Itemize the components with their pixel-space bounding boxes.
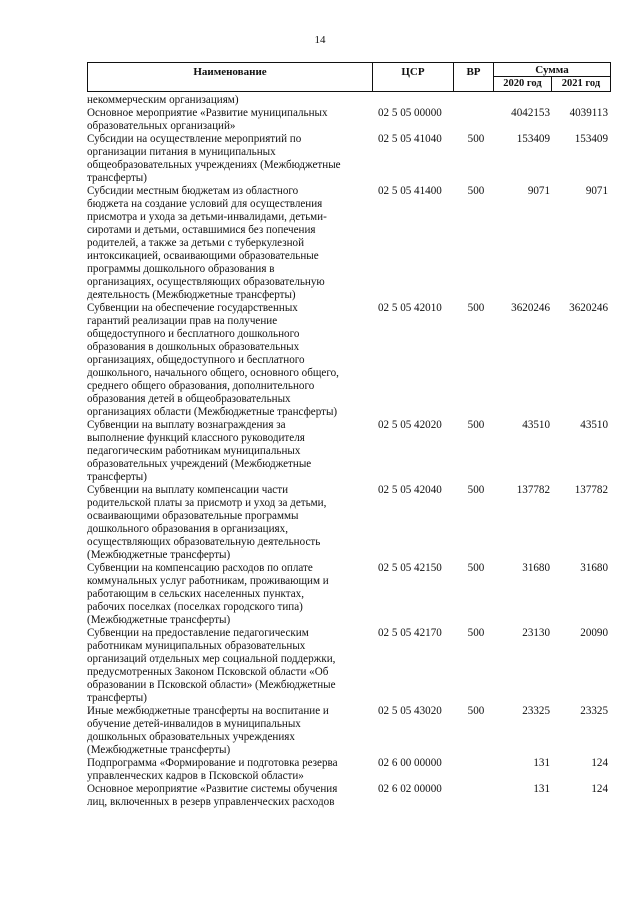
row-name-line: программы дошкольного образования в	[87, 263, 275, 275]
row-name	[87, 302, 373, 419]
row-name-line: дошкольных образовательных учреждениях	[87, 731, 295, 743]
row-sum-2021: 31680	[580, 562, 608, 574]
row-csr: 02 5 05 42040	[378, 484, 442, 496]
row-sum-2020: 31680	[522, 562, 550, 574]
row-vr: 500	[467, 185, 485, 197]
row-sum-2020: 137782	[516, 484, 550, 496]
row-name-line: (Межбюджетные трансферты)	[87, 744, 231, 756]
row-name	[87, 783, 373, 809]
row-name-line: образования в дошкольных образовательных	[87, 341, 300, 353]
row-sum-2021: 137782	[574, 484, 608, 496]
row-sum-2021: 153409	[574, 133, 608, 145]
row-name-line: управленческих кадров в Псковской области»	[87, 770, 304, 782]
row-name-line: педагогическим работникам муниципальных	[87, 445, 301, 457]
row-name-line: гарантий реализации прав на получение	[87, 315, 278, 327]
row-name-line: Субсидии на осуществление мероприятий по	[87, 133, 302, 145]
row-name-line: (Межбюджетные трансферты)	[87, 549, 231, 561]
row-name-line: трансферты)	[87, 471, 147, 483]
row-sum-2021: 4039113	[569, 107, 608, 119]
table-row	[87, 757, 611, 783]
row-csr: 02 5 05 43020	[378, 705, 442, 717]
row-name-line: Основное мероприятие «Развитие системы обучения	[87, 783, 338, 795]
row-name-line: организации питания в муниципальных	[87, 146, 276, 158]
row-csr: 02 5 05 41040	[378, 133, 442, 145]
row-vr: 500	[467, 419, 485, 431]
row-name-line: образовательных организаций»	[87, 120, 236, 132]
row-vr: 500	[467, 133, 485, 145]
row-sum-2021: 124	[591, 783, 608, 795]
row-name-line: Иные межбюджетные трансферты на воспитание и	[87, 705, 329, 717]
row-name-line: организациях, осуществляющих образовательную	[87, 276, 325, 288]
row-csr: 02 5 05 42020	[378, 419, 442, 431]
row-name	[87, 562, 373, 627]
header-year-2021: 2021 год	[561, 78, 601, 89]
table-row	[87, 302, 611, 419]
row-sum-2020: 153409	[516, 133, 550, 145]
table-body	[87, 94, 611, 809]
row-name-line: родительской платы за присмотр и уход за детьми,	[87, 497, 327, 509]
row-name-line: Субвенции на выплату компенсации части	[87, 484, 289, 496]
row-sum-2021: 23325	[580, 705, 608, 717]
row-sum-2020: 43510	[522, 419, 550, 431]
row-name-line: Подпрограмма «Формирование и подготовка резерва	[87, 757, 338, 769]
row-name	[87, 419, 373, 484]
table-row	[87, 107, 611, 133]
row-name-line: коммунальных услуг работникам, проживающим и	[87, 575, 329, 587]
row-name-line: бюджета на создание условий для осуществления	[87, 198, 323, 210]
page-number: 14	[314, 34, 326, 46]
row-vr: 500	[467, 302, 485, 314]
row-name-line: трансферты)	[87, 172, 147, 184]
budget-table	[87, 62, 611, 809]
row-name-line: родителей, а также за детьми с туберкулезной	[87, 237, 305, 249]
row-name	[87, 627, 373, 705]
row-sum-2020: 4042153	[511, 107, 550, 119]
header-vr: ВР	[454, 63, 494, 91]
row-name-line: организаций отдельных мер социальной поддержки,	[87, 653, 336, 665]
row-sum-2020: 131	[533, 783, 550, 795]
row-sum-2020: 3620246	[511, 302, 550, 314]
row-sum-2021: 20090	[580, 627, 608, 639]
row-sum-2021: 124	[591, 757, 608, 769]
row-csr: 02 5 05 00000	[378, 107, 442, 119]
header-sum: Сумма	[494, 63, 610, 77]
row-name-line: работникам муниципальных образовательных	[87, 640, 306, 652]
row-name-line: работающим в сельских населенных пунктах,	[87, 588, 304, 600]
header-name: Наименование	[88, 63, 373, 91]
row-name	[87, 185, 373, 302]
row-csr: 02 6 00 00000	[378, 757, 442, 769]
row-sum-2020: 23130	[522, 627, 550, 639]
row-csr: 02 6 02 00000	[378, 783, 442, 795]
row-vr: 500	[467, 562, 485, 574]
table-row	[87, 419, 611, 484]
row-name-line: организациях области (Межбюджетные трансферты)	[87, 406, 338, 418]
row-name-line: некоммерческим организациям)	[87, 94, 239, 106]
row-name	[87, 484, 373, 562]
header-csr: ЦСР	[373, 63, 454, 91]
row-name-line: Основное мероприятие «Развитие муниципальных	[87, 107, 328, 119]
row-name-line: Субвенции на выплату вознаграждения за	[87, 419, 286, 431]
row-name-line: Субвенции на предоставление педагогическим	[87, 627, 309, 639]
row-name-line: осваивающими образовательные программы	[87, 510, 299, 522]
row-sum-2020: 9071	[527, 185, 550, 197]
table-row	[87, 705, 611, 757]
header-year-2020: 2020 год	[494, 77, 552, 91]
row-name-line: присмотра и ухода за детьми-инвалидами, детьми-	[87, 211, 327, 223]
row-sum-2021: 3620246	[569, 302, 608, 314]
row-vr: 500	[467, 705, 485, 717]
row-name-line: обучение детей-инвалидов в муниципальных	[87, 718, 301, 730]
row-name	[87, 133, 373, 185]
table-row	[87, 627, 611, 705]
row-sum-2020: 23325	[522, 705, 550, 717]
row-name-line: образования детей в общеобразовательных	[87, 393, 291, 405]
row-name-line: трансферты)	[87, 692, 147, 704]
row-name-line: образовании в Псковской области» (Межбюджетные	[87, 679, 336, 691]
row-csr: 02 5 05 42170	[378, 627, 442, 639]
row-name	[87, 757, 373, 783]
row-name-line: дошкольного образования в организациях,	[87, 523, 288, 535]
row-name-line: среднего общего образования, дополнительного	[87, 380, 315, 392]
table-row	[87, 94, 611, 107]
row-name-line: осуществляющих образовательную деятельность	[87, 536, 321, 548]
row-vr: 500	[467, 484, 485, 496]
row-name-line: Субвенции на компенсацию расходов по оплате	[87, 562, 313, 574]
row-name	[87, 705, 373, 757]
table-row	[87, 484, 611, 562]
table-row	[87, 562, 611, 627]
row-sum-2021: 43510	[580, 419, 608, 431]
row-name-line: (Межбюджетные трансферты)	[87, 614, 231, 626]
row-name-line: Субсидии местным бюджетам из областного	[87, 185, 299, 197]
row-csr: 02 5 05 42010	[378, 302, 442, 314]
row-csr: 02 5 05 41400	[378, 185, 442, 197]
row-sum-2020: 131	[533, 757, 550, 769]
row-name	[87, 107, 373, 133]
table-header	[87, 62, 611, 92]
row-name-line: дошкольного, начального общего, основного общего,	[87, 367, 339, 379]
row-name-line: Субвенции на обеспечение государственных	[87, 302, 298, 314]
row-sum-2021: 9071	[585, 185, 608, 197]
row-name-line: предусмотренных Законом Псковской области «Об	[87, 666, 329, 678]
row-name-line: общедоступного и бесплатного дошкольного	[87, 328, 300, 340]
row-name-line: деятельность (Межбюджетные трансферты)	[87, 289, 296, 301]
row-name-line: сиротами и детьми, оставшимися без попечения	[87, 224, 316, 236]
row-name-line: образовательных учреждений (Межбюджетные	[87, 458, 312, 470]
row-name-line: организациях, общедоступного и бесплатного	[87, 354, 305, 366]
row-name-line: лиц, включенных в резерв управленческих расходов	[87, 796, 335, 808]
row-name	[87, 94, 373, 107]
table-row	[87, 185, 611, 302]
row-name-line: выполнение функций классного руководителя	[87, 432, 305, 444]
table-row	[87, 133, 611, 185]
table-row	[87, 783, 611, 809]
row-vr: 500	[467, 627, 485, 639]
row-name-line: рабочих поселках (поселках городского типа)	[87, 601, 303, 613]
row-name-line: общеобразовательных учреждениях (Межбюджетные	[87, 159, 341, 171]
row-csr: 02 5 05 42150	[378, 562, 442, 574]
row-name-line: интоксикацией, осваивающими образовательные	[87, 250, 319, 262]
